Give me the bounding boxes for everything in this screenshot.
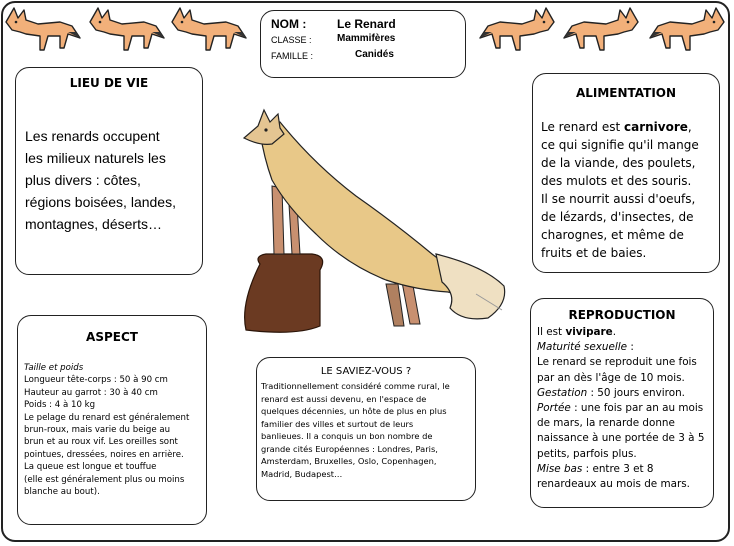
aspect-box <box>17 315 207 525</box>
alimentation-line: des mulots et des souris. <box>541 174 692 188</box>
aspect-text <box>24 362 189 498</box>
reproduction-l1-post: . <box>612 326 617 338</box>
maturite-label: Maturité sexuelle <box>537 341 628 354</box>
fox-illustration <box>236 104 526 336</box>
reproduction-l1-pre: Il est <box>537 326 566 338</box>
alimentation-text <box>541 118 699 262</box>
reproduction-line: renardeaux au mois de mars. <box>537 478 690 491</box>
alimentation-line: ce qui signifie qu'il mange <box>541 138 699 152</box>
nom-value: Le Renard <box>337 17 396 31</box>
fox-icon <box>480 8 554 50</box>
reproduction-line: petits, parfois plus. <box>537 447 637 460</box>
misebas-text: : entre 3 et 8 <box>582 462 654 475</box>
alimentation-line1-post: , <box>687 120 692 134</box>
alimentation-line: Il se nourrit aussi d'oeufs, <box>541 192 696 206</box>
saviez-line: Traditionnellement considéré comme rural, le <box>261 381 450 391</box>
portee-label: Portée <box>537 402 571 415</box>
lieu-de-vie-box <box>15 67 203 275</box>
reproduction-line <box>537 340 704 355</box>
fox-icon <box>564 8 638 50</box>
aspect-line: Poids : 4 à 10 kg <box>24 400 96 411</box>
aspect-title: ASPECT <box>86 330 138 344</box>
aspect-line: brun et au roux vif. Les oreilles sont <box>24 437 178 448</box>
saviez-line: grande cités Européennes : Londres, Paris, <box>261 443 438 454</box>
lieu-line: plus divers : côtes, <box>25 172 141 188</box>
aspect-line: La queue est longue et touffue <box>24 462 157 473</box>
alimentation-title: ALIMENTATION <box>575 86 677 100</box>
reproduction-box <box>530 298 714 508</box>
aspect-line: brun-roux, mais varie du beige au <box>24 425 171 436</box>
saviez-vous-box <box>256 357 476 501</box>
aspect-line: blanche au bout). <box>24 487 100 498</box>
saviez-title: LE SAVIEZ-VOUS ? <box>320 366 412 377</box>
reproduction-line <box>537 462 704 477</box>
classe-label: CLASSE : <box>271 35 312 45</box>
carnivore-keyword: carnivore <box>624 120 688 134</box>
misebas-label: Mise bas <box>537 462 583 475</box>
aspect-line: Longueur tête-corps : 50 à 90 cm <box>24 375 168 386</box>
alimentation-line1-pre: Le renard est <box>541 120 624 134</box>
lieu-line: régions boisées, landes, <box>25 194 176 210</box>
maturite-post: : <box>627 341 634 354</box>
gestation-label: Gestation <box>537 386 588 399</box>
classe-value: Mammifères <box>337 33 396 44</box>
aspect-line: Le pelage du renard est généralement <box>24 412 190 423</box>
fox-icon <box>650 8 724 50</box>
reproduction-line: de mars, la renarde donne <box>537 417 675 430</box>
aspect-line: pointues, dressées, noires en arrière. <box>24 449 184 460</box>
fox-icon <box>6 8 80 50</box>
saviez-line: Madrid, Budapest… <box>261 468 343 479</box>
famille-label: FAMILLE : <box>271 51 314 61</box>
lieu-title: LIEU DE VIE <box>69 76 149 90</box>
lieu-text <box>25 125 176 235</box>
fox-icon <box>90 8 164 50</box>
reproduction-line: Le renard se reproduit une fois <box>537 356 697 369</box>
tree-stump <box>245 254 323 332</box>
reproduction-line <box>537 325 704 340</box>
nom-label: NOM : <box>271 17 307 31</box>
reproduction-line <box>537 386 704 401</box>
saviez-line: quelques décennies, un hôte de plus en plus <box>261 406 447 416</box>
lieu-line: montagnes, déserts… <box>25 216 162 232</box>
lieu-line: Les renards occupent <box>25 128 160 144</box>
portee-text: : une fois par an au mois <box>570 402 704 415</box>
lieu-line: les milieux naturels les <box>25 150 166 166</box>
saviez-line: banlieues. Il a conquis un bon nombre de <box>261 431 433 441</box>
famille-value: Canidés <box>355 49 394 60</box>
saviez-line: Amsterdam, Bruxelles, Oslo, Copenhagen, <box>261 456 437 466</box>
reproduction-line: naissance à une portée de 3 à 5 <box>537 432 705 445</box>
reproduction-line <box>537 401 704 416</box>
reproduction-line: par an dès l'âge de 10 mois. <box>537 371 685 384</box>
fox-icon <box>172 8 246 50</box>
alimentation-line: fruits et de baies. <box>541 246 647 260</box>
aspect-line: Hauteur au garrot : 30 à 40 cm <box>24 387 158 398</box>
alimentation-line: de lézards, d'insectes, de <box>541 210 694 224</box>
vivipare-keyword: vivipare <box>565 326 613 338</box>
alimentation-line <box>541 118 699 136</box>
aspect-line: (elle est généralement plus ou moins <box>24 474 185 485</box>
alimentation-box <box>532 73 720 273</box>
reproduction-text <box>537 325 704 492</box>
gestation-text: : 50 jours environ. <box>587 386 685 399</box>
reproduction-title: REPRODUCTION <box>568 308 676 322</box>
alimentation-line: charognes, et même de <box>541 228 684 242</box>
identity-box <box>260 10 466 78</box>
aspect-subtitle: Taille et poids <box>24 363 84 373</box>
alimentation-line: de la viande, des poulets, <box>541 156 696 170</box>
saviez-text <box>261 380 450 480</box>
saviez-line: renard est aussi devenu, en l'espace de <box>261 393 427 404</box>
saviez-line: familier des villes et surtout de leurs <box>261 418 414 429</box>
